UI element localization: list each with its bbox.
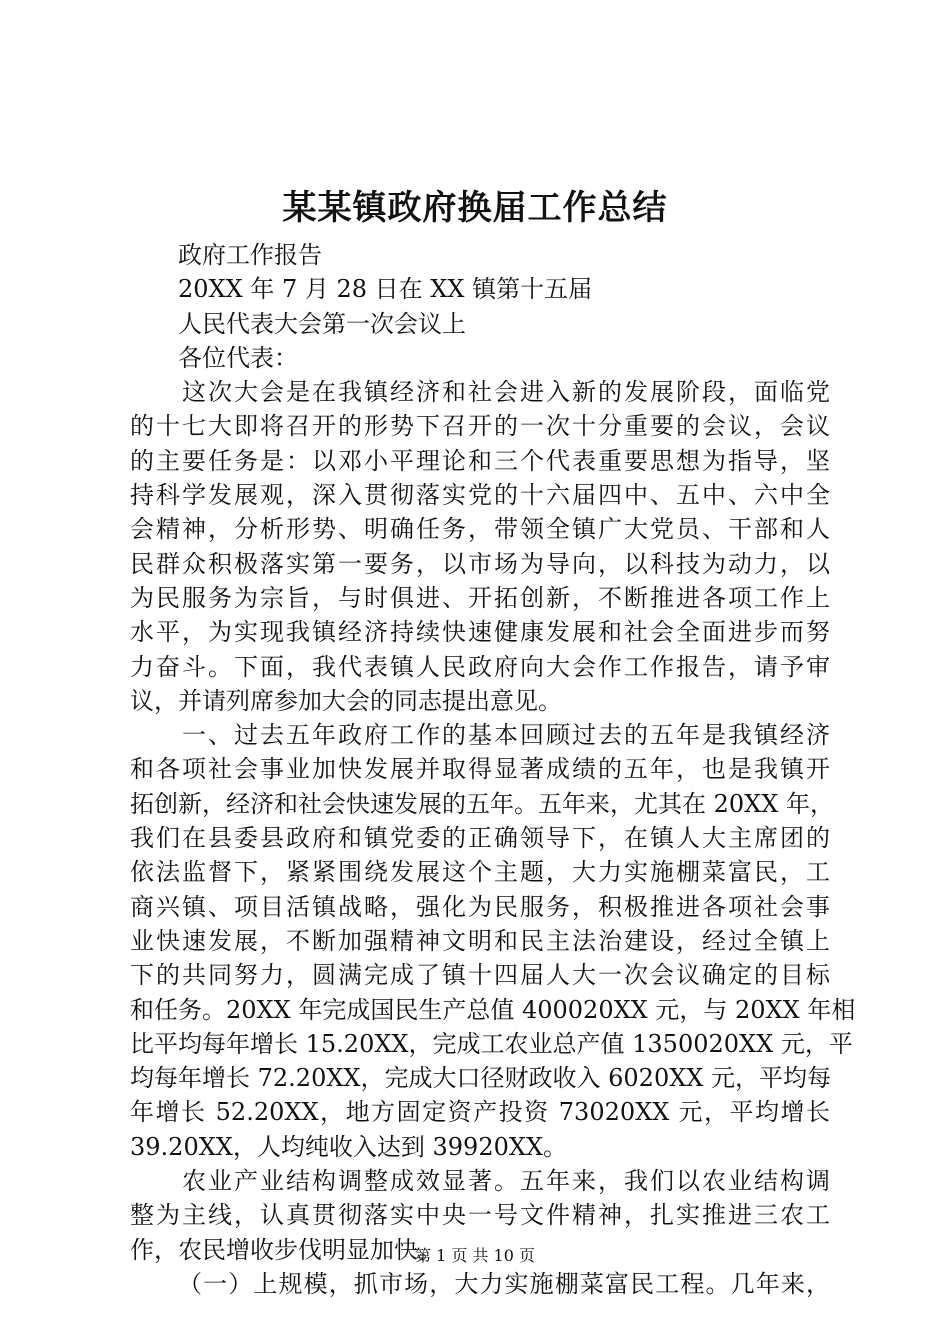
- paragraph-line: 39.20XX，人均纯收入达到 39920XX。: [130, 1132, 568, 1161]
- paragraph-line: 力奋斗。下面，我代表镇人民政府向大会作工作报告，请予审: [130, 652, 830, 681]
- paragraph-line: 水平，为实现我镇经济持续快速健康发展和社会全面进步而努: [130, 618, 830, 647]
- header-line: 政府工作报告: [178, 241, 322, 269]
- paragraph-line: 依法监督下，紧紧围绕发展这个主题，大力实施棚菜富民，工: [130, 858, 830, 887]
- document-body: [130, 238, 856, 1301]
- paragraph-line: 农业产业结构调整成效显著。五年来，我们以农业结构调: [182, 1167, 830, 1196]
- paragraph-line: 作，农民增收步伐明显加快。: [130, 1235, 442, 1264]
- document-title: 某某镇政府换届工作总结: [282, 188, 668, 228]
- paragraph-line: 议，并请列席参加大会的同志提出意见。: [130, 686, 562, 715]
- paragraph-line: 的十七大即将召开的形势下召开的一次十分重要的会议，会议: [130, 412, 830, 441]
- paragraph-line: 均每年增长 72.20XX，完成大口径财政收入 6020XX 元，平均每: [130, 1064, 832, 1093]
- paragraph-line: 的主要任务是：以邓小平理论和三个代表重要思想为指导，坚: [130, 446, 830, 475]
- header-line: 各位代表：: [178, 343, 298, 372]
- paragraph-line: 这次大会是在我镇经济和社会进入新的发展阶段，面临党: [182, 378, 830, 407]
- paragraph-line: 持科学发展观，深入贯彻落实党的十六届四中、五中、六中全: [130, 481, 830, 510]
- paragraph-line: 和各项社会事业加快发展并取得显著成绩的五年，也是我镇开: [130, 755, 830, 784]
- header-line: 20XX 年 7 月 28 日在 XX 镇第十五届: [178, 275, 593, 304]
- paragraph-line: 一、过去五年政府工作的基本回顾过去的五年是我镇经济: [182, 721, 830, 750]
- paragraph-line: （一）上规模，抓市场，大力实施棚菜富民工程。几年来，: [178, 1269, 830, 1298]
- paragraph-line: 我们在县委县政府和镇党委的正确领导下，在镇人大主席团的: [130, 824, 830, 853]
- paragraph-line: 为民服务为宗旨，与时俱进、开拓创新，不断推进各项工作上: [130, 583, 830, 612]
- paragraph-line: 整为主线，认真贯彻落实中央一号文件精神，扎实推进三农工: [130, 1201, 830, 1230]
- paragraph-line: 民群众积极落实第一要务，以市场为导向，以科技为动力，以: [130, 549, 830, 578]
- paragraph-line: 会精神，分析形势、明确任务，带领全镇广大党员、干部和人: [130, 515, 830, 544]
- paragraph-line: 下的共同努力，圆满完成了镇十四届人大一次会议确定的目标: [130, 961, 830, 990]
- header-line: 人民代表大会第一次会议上: [178, 309, 466, 338]
- page-footer: 第 1 页 共 10 页: [415, 1246, 535, 1265]
- paragraph-line: 比平均每年增长 15.20XX，完成工农业总产值 1350020XX 元，平: [130, 1029, 853, 1058]
- paragraph-line: 年增长 52.20XX，地方固定资产投资 73020XX 元，平均增长: [130, 1098, 830, 1127]
- paragraph-line: 拓创新，经济和社会快速发展的五年。五年来，尤其在 20XX 年，: [130, 789, 834, 818]
- paragraph-line: 和任务。20XX 年完成国民生产总值 400020XX 元，与 20XX 年相: [130, 995, 856, 1024]
- paragraph-line: 业快速发展，不断加强精神文明和民主法治建设，经过全镇上: [130, 926, 830, 955]
- paragraph-line: 商兴镇、项目活镇战略，强化为民服务，积极推进各项社会事: [130, 892, 830, 921]
